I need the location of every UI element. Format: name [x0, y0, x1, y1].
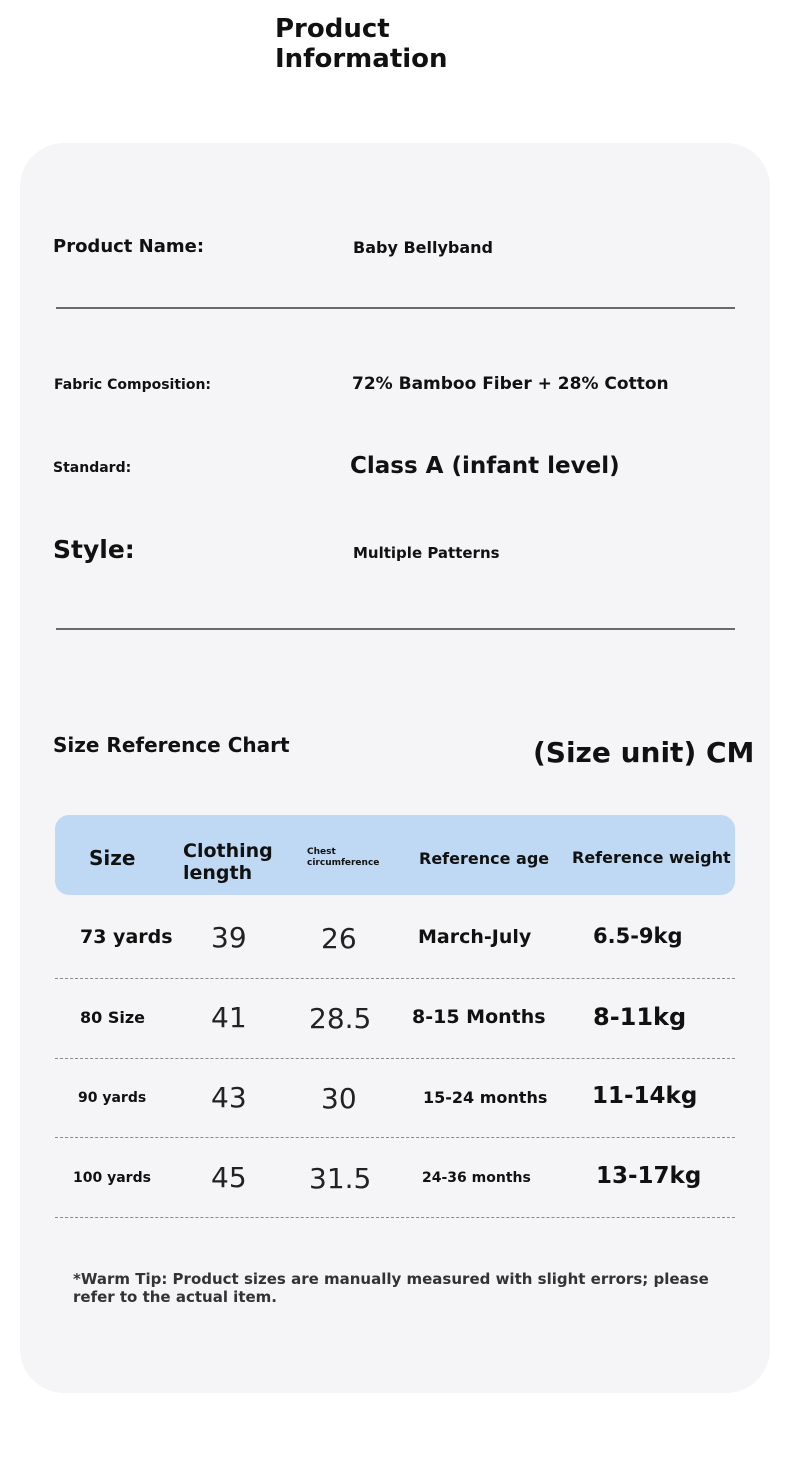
row-divider — [55, 978, 735, 979]
row-size: 90 yards — [78, 1090, 147, 1106]
row-length: 45 — [211, 1161, 247, 1194]
standard-label: Standard: — [53, 460, 132, 476]
row-chest: 30 — [321, 1082, 357, 1115]
row-weight: 11-14kg — [592, 1083, 698, 1109]
row-age: 15-24 months — [423, 1088, 548, 1107]
fabric-label: Fabric Composition: — [54, 377, 212, 393]
row-size: 100 yards — [73, 1170, 151, 1186]
row-weight: 6.5-9kg — [593, 924, 683, 948]
product-name-value: Baby Bellyband — [353, 238, 493, 257]
row-divider — [55, 1217, 735, 1218]
style-value: Multiple Patterns — [353, 544, 500, 562]
row-size: 80 Size — [80, 1008, 146, 1027]
column-header-weight: Reference weight — [572, 848, 731, 867]
row-length: 43 — [211, 1081, 247, 1114]
row-chest: 31.5 — [309, 1162, 372, 1195]
row-size: 73 yards — [80, 926, 173, 948]
row-weight: 13-17kg — [596, 1163, 702, 1189]
standard-value: Class A (infant level) — [350, 453, 620, 479]
fabric-value: 72% Bamboo Fiber + 28% Cotton — [352, 374, 669, 394]
row-weight: 8-11kg — [593, 1003, 687, 1031]
divider — [56, 628, 735, 630]
column-header-chest: Chest circumference — [307, 847, 380, 868]
column-header-length: Clothing length — [183, 840, 273, 884]
row-age: March-July — [418, 926, 532, 948]
row-length: 41 — [211, 1001, 247, 1034]
divider — [56, 307, 735, 309]
column-header-size: Size — [89, 846, 136, 870]
row-chest: 28.5 — [309, 1002, 372, 1035]
size-unit: (Size unit) CM — [533, 736, 755, 769]
size-chart-title: Size Reference Chart — [53, 733, 290, 757]
row-chest: 26 — [321, 922, 357, 955]
page-title: Product Information — [275, 14, 448, 74]
product-name-label: Product Name: — [53, 236, 205, 257]
row-age: 24-36 months — [422, 1170, 531, 1186]
column-header-age: Reference age — [419, 849, 550, 868]
style-label: Style: — [53, 535, 135, 564]
warm-tip: *Warm Tip: Product sizes are manually measured with slight errors; please refer to the actual item. — [73, 1270, 709, 1306]
row-divider — [55, 1137, 735, 1138]
row-age: 8-15 Months — [412, 1006, 546, 1028]
row-length: 39 — [211, 921, 247, 954]
row-divider — [55, 1058, 735, 1059]
